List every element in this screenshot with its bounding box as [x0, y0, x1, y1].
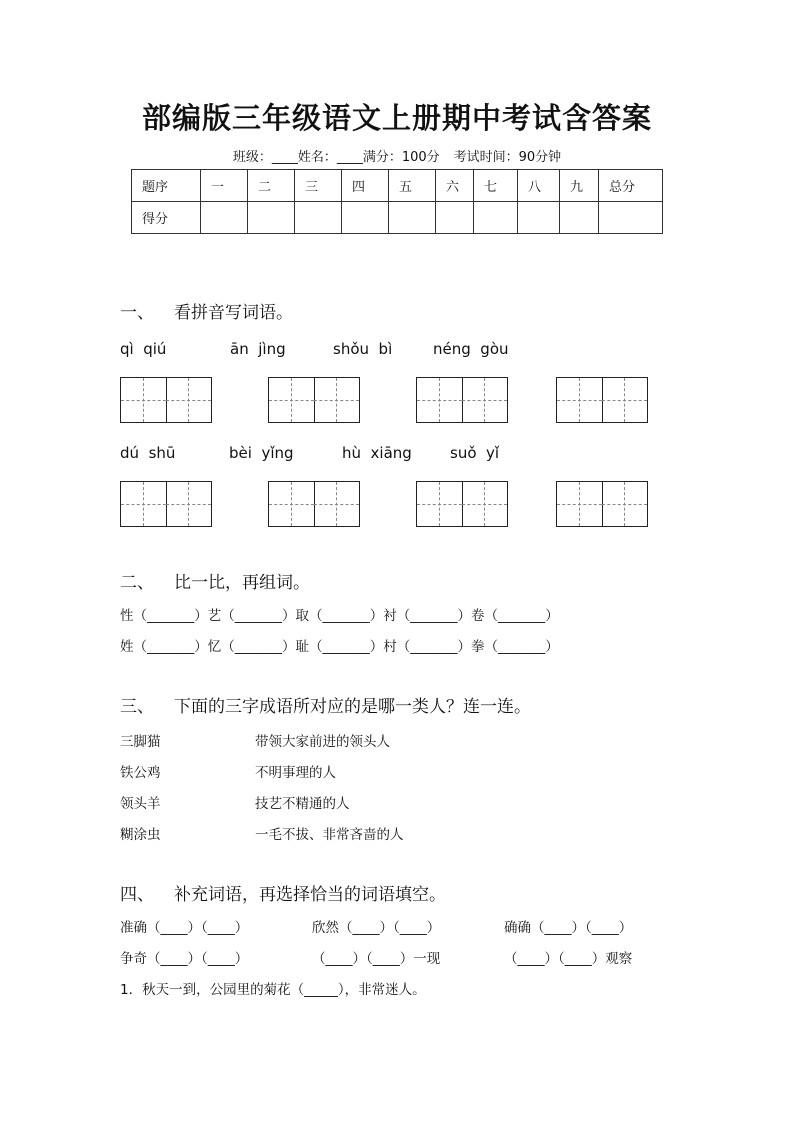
writing-grid[interactable] — [416, 481, 508, 527]
idiom-item[interactable]: 糊涂虫 — [120, 827, 161, 843]
header-cell: 一 — [201, 170, 248, 202]
meaning-item[interactable]: 一毛不拔、非常吝啬的人 — [255, 827, 404, 843]
score-cell[interactable] — [389, 202, 436, 234]
fill-word: 确确（____）（____） — [504, 920, 633, 936]
section-number: 三、 — [120, 697, 154, 717]
class-name-score-label: 班级：____姓名：____满分：100分 — [232, 150, 440, 165]
fill-word: （____）（____）一现 — [312, 951, 441, 967]
section2-heading — [120, 568, 310, 593]
meaning-item[interactable]: 不明事理的人 — [255, 765, 336, 781]
section-title: 看拼音写词语。 — [174, 303, 293, 323]
header-cell: 五 — [389, 170, 436, 202]
section-title: 下面的三字成语所对应的是哪一类人？连一连。 — [174, 697, 531, 717]
score-cell[interactable] — [295, 202, 342, 234]
compare-row-2: 姓（_______）忆（_______）耻（_______）村（_______）拳（_______） — [120, 639, 559, 655]
fill-word: 争奇（____）（____） — [120, 951, 249, 967]
section-number: 一、 — [120, 303, 154, 323]
section1-heading — [120, 298, 293, 323]
section-title: 补充词语，再选择恰当的词语填空。 — [174, 885, 446, 905]
idiom-item[interactable]: 三脚猫 — [120, 734, 161, 750]
pinyin-3: shǒu bì — [333, 340, 393, 358]
header-cell: 题序 — [132, 170, 201, 202]
pinyin-4: néng gòu — [433, 340, 509, 358]
pinyin-5: dú shū — [120, 444, 176, 462]
header-cell: 二 — [248, 170, 295, 202]
fill-word: 准确（____）（____） — [120, 920, 249, 936]
writing-grid[interactable] — [120, 481, 212, 527]
score-cell[interactable] — [436, 202, 474, 234]
pinyin-7: hù xiāng — [342, 444, 412, 462]
section-number: 四、 — [120, 885, 154, 905]
compare-row-1: 性（_______）艺（_______）取（_______）衬（_______）卷（_______） — [120, 608, 559, 624]
pinyin-8: suǒ yǐ — [450, 444, 500, 462]
header-cell: 六 — [436, 170, 474, 202]
pinyin-2: ān jìng — [230, 340, 286, 358]
fill-word: （____）（____）观察 — [504, 951, 633, 967]
section3-heading — [120, 692, 531, 717]
fill-word: 欣然（____）（____） — [312, 920, 441, 936]
idiom-item[interactable]: 铁公鸡 — [120, 765, 161, 781]
page-title: 部编版三年级语文上册期中考试含答案 — [141, 101, 652, 135]
fill-sentence-1: 1．秋天一到，公园里的菊花（_____），非常迷人。 — [120, 982, 426, 998]
score-cell[interactable] — [560, 202, 599, 234]
header-cell: 七 — [474, 170, 518, 202]
writing-grid[interactable] — [268, 481, 360, 527]
writing-grid[interactable] — [416, 377, 508, 423]
score-table — [131, 169, 663, 234]
score-cell[interactable] — [201, 202, 248, 234]
meaning-item[interactable]: 带领大家前进的领头人 — [255, 734, 390, 750]
section-number: 二、 — [120, 573, 154, 593]
pinyin-1: qì qiú — [120, 340, 167, 358]
score-cell[interactable] — [599, 202, 663, 234]
header-cell: 八 — [518, 170, 560, 202]
section4-heading — [120, 880, 446, 905]
writing-grid[interactable] — [556, 481, 648, 527]
meaning-item[interactable]: 技艺不精通的人 — [255, 796, 350, 812]
row-label: 得分 — [132, 202, 201, 234]
score-cell[interactable] — [342, 202, 389, 234]
idiom-item[interactable]: 领头羊 — [120, 796, 161, 812]
writing-grid[interactable] — [120, 377, 212, 423]
score-table-score-row — [132, 202, 663, 234]
header-cell: 总分 — [599, 170, 663, 202]
score-table-header-row — [132, 170, 663, 202]
header-cell: 三 — [295, 170, 342, 202]
exam-info — [0, 146, 794, 165]
time-label: 考试时间：90分钟 — [453, 150, 562, 165]
header-cell: 四 — [342, 170, 389, 202]
score-cell[interactable] — [518, 202, 560, 234]
writing-grid[interactable] — [556, 377, 648, 423]
writing-grid[interactable] — [268, 377, 360, 423]
header-cell: 九 — [560, 170, 599, 202]
score-cell[interactable] — [248, 202, 295, 234]
pinyin-6: bèi yǐng — [229, 444, 294, 462]
section-title: 比一比，再组词。 — [174, 573, 310, 593]
score-cell[interactable] — [474, 202, 518, 234]
